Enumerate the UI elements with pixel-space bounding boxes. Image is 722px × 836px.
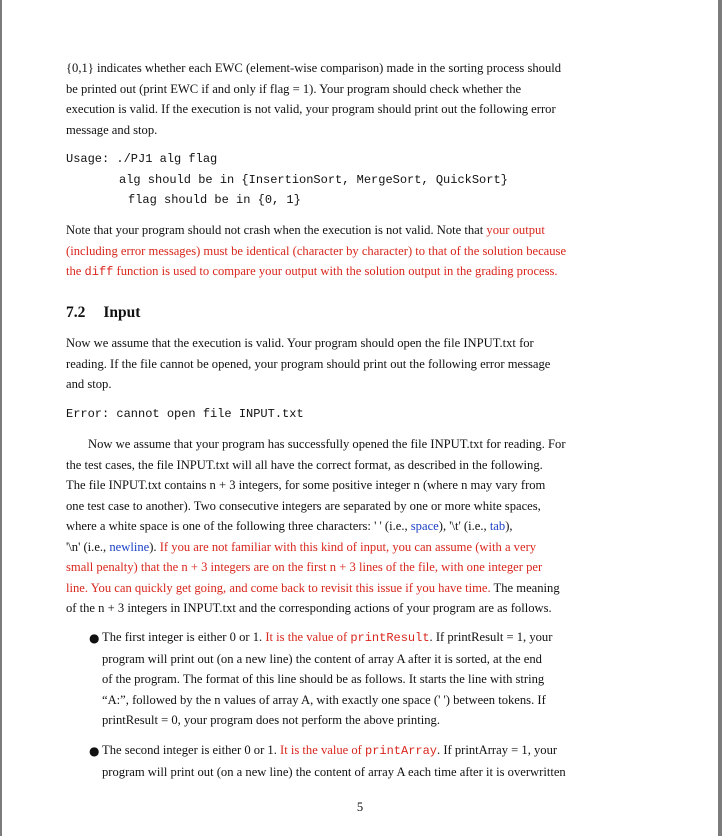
- text-line: of the program. The format of this line should be as follows. It starts the line with string: [102, 672, 545, 686]
- highlighted-text: function is used to compare your output with the solution output in the grading process.: [113, 264, 558, 278]
- text-fragment: ), '\t' (i.e.,: [438, 519, 490, 533]
- paragraph-input-format: [66, 434, 659, 619]
- link-text-newline[interactable]: newline: [109, 539, 150, 554]
- section-number: 7.2: [66, 304, 86, 321]
- highlighted-text: the: [66, 264, 85, 278]
- bullet-dot-icon: ●: [89, 744, 100, 758]
- usage-line: Usage: ./PJ1 alg flag: [66, 152, 218, 166]
- section-title: Input: [103, 304, 141, 321]
- highlighted-code: diff: [84, 265, 114, 279]
- section-heading: [66, 304, 140, 322]
- text-line: “A:”, followed by the n values of array A, with exactly one space (' ') between tokens. If: [102, 692, 546, 707]
- paragraph-output-note: [66, 220, 659, 283]
- text-line: Now we assume that the execution is valid. Your program should open the file INPUT.txt for: [66, 336, 534, 350]
- text-line: message and stop.: [66, 122, 158, 137]
- usage-alg-line: alg should be in {InsertionSort, MergeSort, QuickSort}: [119, 173, 508, 187]
- highlighted-text: If you are not familiar with this kind of input, you can assume (with a very: [159, 539, 537, 554]
- text-line: {0,1} indicates whether each EWC (element-wise comparison) made in the sorting process should: [66, 61, 562, 75]
- bullet-print-result: [102, 627, 658, 731]
- highlighted-text: It is the value of: [265, 630, 351, 644]
- text-fragment: The meaning: [490, 580, 560, 595]
- text-fragment: The first integer is either 0 or 1.: [102, 630, 266, 644]
- paragraph-open-file: [66, 333, 659, 395]
- text-line: reading. If the file cannot be opened, your program should print out the following error message: [66, 356, 551, 371]
- text-line: one test case to another). Two consecutive integers are separated by one or more white spaces,: [66, 498, 541, 513]
- text-line: program will print out (on a new line) the content of array A each time after it is overwritten: [102, 764, 566, 779]
- link-text-space[interactable]: space: [410, 519, 439, 533]
- text-line: of the n + 3 integers in INPUT.txt and the corresponding actions of your program are as follows.: [66, 601, 552, 615]
- text-line: be printed out (print EWC if and only if flag = 1). Your program should check whether the: [66, 81, 522, 96]
- error-message-line: Error: cannot open file INPUT.txt: [66, 407, 304, 421]
- highlighted-code: printResult: [350, 631, 430, 645]
- text-line: printResult = 0, your program does not perform the above printing.: [102, 713, 440, 727]
- usage-flag-line: flag should be in {0, 1}: [128, 193, 301, 207]
- page-number: 5: [356, 800, 364, 814]
- text-fragment: '\n' (i.e.,: [66, 539, 110, 554]
- text-fragment: ).: [149, 539, 160, 554]
- text-line: Now we assume that your program has successfully opened the file INPUT.txt for reading. For: [88, 437, 566, 451]
- text-fragment: . If printArray = 1, your: [437, 743, 558, 757]
- text-fragment: Note that your program should not crash when the execution is not valid. Note that: [66, 223, 487, 237]
- bullet-dot-icon: ●: [89, 631, 100, 645]
- highlighted-text: line. You can quickly get going, and come back to revisit this issue if you have time.: [66, 580, 491, 595]
- text-fragment: . If printResult = 1, your: [429, 630, 553, 644]
- text-fragment: The second integer is either 0 or 1.: [102, 743, 281, 757]
- text-line: The file INPUT.txt contains n + 3 integers, for some positive integer n (where n may vary from: [66, 478, 546, 492]
- bullet-print-array: [102, 740, 658, 782]
- text-fragment: where a white space is one of the following three characters: ' ' (i.e.,: [66, 519, 411, 533]
- text-fragment: ),: [505, 519, 513, 533]
- highlighted-text: (including error messages) must be identical (character by character) to that of the solution because: [66, 243, 567, 258]
- text-line: the test cases, the file INPUT.txt will all have the correct format, as described in the following.: [66, 457, 543, 472]
- text-line: execution is valid. If the execution is not valid, your program should print out the following error: [66, 102, 556, 116]
- paragraph-execution-validity: [66, 58, 659, 140]
- highlighted-code: printArray: [365, 744, 438, 758]
- text-line: program will print out (on a new line) the content of array A after it is sorted, at the end: [102, 651, 542, 666]
- highlighted-text: It is the value of: [280, 743, 365, 757]
- highlighted-text: small penalty) that the n + 3 integers are on the first n + 3 lines of the file, with one integer per: [66, 560, 543, 574]
- link-text-tab[interactable]: tab: [489, 519, 506, 533]
- highlighted-text: your output: [486, 223, 545, 237]
- document-page: [2, 0, 718, 836]
- text-line: and stop.: [66, 377, 112, 391]
